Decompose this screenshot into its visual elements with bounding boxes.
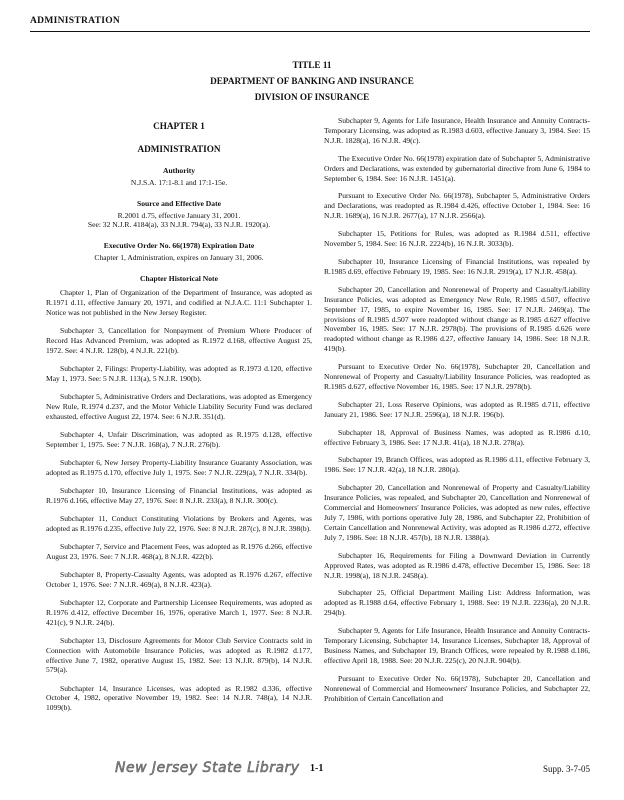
department-name: DEPARTMENT OF BANKING AND INSURANCE (210, 76, 414, 86)
history-paragraph: Subchapter 18, Approval of Business Names, was adopted as R.1986 d.10, effective February 3, 1986. See: 17 N.J.R. 41(a), 18 N.J.R. 278(a). (324, 427, 590, 447)
history-paragraph: Subchapter 15, Petitions for Rules, was adopted as R.1984 d.511, effective November 5, 1984. See: 16 N.J.R. 2224(b), 16 N.J.R. 3033(b). (324, 229, 590, 249)
history-paragraph: Subchapter 9, Agents for Life Insurance, Health Insurance and Annuity Contracts-Temporary Licensing, Subchapter 14, Insurance Licenses, Subchapter 18, Approval of Business Names, and Subchapter 19, Branch Offices, were repealed by R.1988 d.186, effective April 18, 1988. See: 20 N.J.R. 225(c), 20 N.J.R. 904(b). (324, 626, 590, 665)
history-paragraph: Subchapter 6, New Jersey Property-Liability Insurance Guaranty Association, was adopted as R.1975 d.170, effective July 1, 1975. See: 7 N.J.R. 229(a), 7 N.J.R. 334(b). (46, 457, 312, 477)
history-paragraph: Subchapter 20, Cancellation and Nonrenewal of Property and Casualty/Liability Insurance Policies, was adopted as Emergency New Rule, R.1985 d.507, effective September 17, 1985, to expire November 16, 1985. See: 17 N.J.R. 2469(a). The provisions of R.1985 d.507 were readopted without change as R.1985 d.627 effective November 16, 1985. See: 17 N.J.R. 2978(b). The provisions of R.1985 d.626 were readopted without change as R.1986 d.27, effective January 14, 1986. See: 18 N.J.R. 419(b). (324, 284, 590, 354)
history-paragraph: Subchapter 7, Service and Placement Fees, was adopted as R.1976 d.266, effective August 23, 1976. See: 7 N.J.R. 468(a), 8 N.J.R. 422(b). (46, 541, 312, 561)
history-paragraph: Pursuant to Executive Order No. 66(1978), Subchapter 20, Cancellation and Nonrenewal of Commercial and Homeowners' Insurance Policies, and Subchapter 22, Prohibition of Certain Cancellation and (324, 673, 590, 703)
history-heading: Chapter Historical Note (140, 274, 218, 284)
history-paragraph: Subchapter 5, Administrative Orders and Declarations, was adopted as Emergency New Rule, R.1974 d.237, and the Motor Vehicle Liability Security Fund was declared exhausted, effective August 22, 1974. See: 6 N.J.R. 351(d). (46, 391, 312, 421)
history-paragraph: Subchapter 20, Cancellation and Nonrenewal of Property and Casualty/Liability Insurance Policies, was repealed, and Subchapter 20, Cancellation and Nonrenewal of Commercial and Homeowners' Insurance Policies, was adopted as new rules, effective July 7, 1986, with portions operative July 28, 1986, and Subchapter 22, Prohibition of Certain Cancellation and Nonrenewal Activity, was adopted as R.1986 d.272, effective July 7, 1986. See: 18 N.J.R. 457(b), 18 N.J.R. 1388(a). (324, 483, 590, 542)
expiration-text: Chapter 1, Administration, expires on January 31, 2006. (94, 253, 264, 263)
source-line: R.2001 d.75, effective January 31, 2001. (117, 210, 241, 220)
history-paragraph: Subchapter 3, Cancellation for Nonpayment of Premium Where Producer of Record Has Advanced Premium, was adopted as R.1972 d.168, effective August 25, 1972. See: 4 N.J.R. 128(b), 4 N.J.R. 221(b). (46, 325, 312, 355)
history-paragraph: Pursuant to Executive Order No. 66(1978), Subchapter 20, Cancellation and Nonrenewal of Property and Casualty/Liability Insurance Policies, was readopted as R.1985 d.627, effective November 16, 1985. See: 17 N.J.R. 2978(b). (324, 362, 590, 391)
left-column (46, 116, 312, 721)
authority-text: N.J.S.A. 17:1-8.1 and 17:1-15e. (130, 177, 228, 187)
history-paragraph: Subchapter 4, Unfair Discrimination, was adopted as R.1975 d.128, effective September 1, 1975. See: 7 N.J.R. 168(a), 7 N.J.R. 276(b). (46, 429, 312, 449)
left-paragraphs (46, 288, 312, 713)
title-number: TITLE 11 (292, 60, 332, 70)
history-paragraph: Subchapter 10, Insurance Licensing of Financial Institutions, was adopted as R.1976 d.166, effective May 27, 1976. See: 8 N.J.R. 233(a), 8 N.J.R. 300(c). (46, 485, 312, 505)
history-paragraph: Subchapter 16, Requirements for Filing a Downward Deviation in Currently Approved Rates, was adopted as R.1986 d.478, effective December 15, 1986. See: 18 N.J.R. 1998(a), 18 N.J.R. 2458(a). (324, 550, 590, 580)
title-block (0, 60, 624, 108)
library-stamp: New Jersey State Library (115, 760, 300, 776)
source-citations: See: 32 N.J.R. 4184(a), 33 N.J.R. 794(a), 33 N.J.R. 1920(a). (87, 220, 271, 230)
history-paragraph: Subchapter 21, Loss Reserve Opinions, was adopted as R.1985 d.711, effective January 21, 1986. See: 17 N.J.R. 2596(a), 18 N.J.R. 196(b). (324, 399, 590, 419)
history-paragraph: Subchapter 11, Conduct Constituting Violations by Brokers and Agents, was adopted as R.1976 d.235, effective July 22, 1976. See: 8 N.J.R. 287(c), 8 N.J.R. 398(b). (46, 513, 312, 533)
chapter-number: CHAPTER 1 (153, 121, 205, 131)
history-paragraph: Pursuant to Executive Order No. 66(1978), Subchapter 5, Administrative Orders and Declarations, was readopted as R.1984 d.426, effective October 1, 1984. See: 16 N.J.R. 1689(a), 16 N.J.R. 2677(a), 17 N.J.R. 2566(a). (324, 191, 590, 221)
history-paragraph: Subchapter 8, Property-Casualty Agents, was adopted as R.1976 d.267, effective October 1, 1976. See: 7 N.J.R. 469(a), 8 N.J.R. 423(a). (46, 569, 312, 589)
right-column (324, 116, 590, 712)
authority-heading: Authority (162, 165, 196, 175)
history-paragraph: Subchapter 10, Insurance Licensing of Financial Institutions, was repealed by R.1985 d.69, effective February 19, 1985. See: 16 N.J.R. 2919(a), 17 N.J.R. 458(a). (324, 256, 590, 276)
chapter-name: ADMINISTRATION (137, 143, 221, 154)
history-paragraph: Subchapter 25, Official Department Mailing List: Address Information, was adopted as R.1988 d.64, effective February 1, 1988. See: 19 N.J.R. 2236(a), 20 N.J.R. 294(b). (324, 588, 590, 618)
history-paragraph: Subchapter 19, Branch Offices, was adopted as R.1986 d.11, effective February 3, 1986. See: 17 N.J.R. 42(a), 18 N.J.R. 280(a). (324, 455, 590, 475)
right-paragraphs (324, 116, 590, 704)
expiration-heading: Executive Order No. 66(1978) Expiration Date (103, 241, 255, 251)
page-number: 1-1 (310, 763, 324, 774)
division-name: DIVISION OF INSURANCE (254, 92, 370, 102)
history-paragraph: Subchapter 14, Insurance Licenses, was adopted as R.1982 d.336, effective October 4, 1982, operative November 19, 1982. See: 14 N.J.R. 748(a), 14 N.J.R. 1099(b). (46, 683, 312, 713)
running-head: ADMINISTRATION (30, 16, 121, 26)
history-paragraph: Subchapter 12, Corporate and Partnership Licensee Requirements, was adopted as R.1976 d.412, effective December 16, 1976, operative March 1, 1977. See: 8 N.J.R. 421(c), 9 N.J.R. 24(b). (46, 597, 312, 627)
header-rule (30, 31, 590, 32)
history-paragraph: Subchapter 13, Disclosure Agreements for Motor Club Service Contracts sold in Connection with Automobile Insurance Policies, was adopted as R.1982 d.177, effective June 7, 1982, operative August 15, 1982. See: 13 N.J.R. 879(b), 14 N.J.R. 579(a). (46, 635, 312, 675)
history-paragraph: Subchapter 9, Agents for Life Insurance, Health Insurance and Annuity Contracts-Temporary Licensing, was adopted as R.1983 d.603, effective January 3, 1984. See: 15 N.J.R. 1828(a), 16 N.J.R. 49(c). (324, 116, 590, 145)
source-heading: Source and Effective Date (136, 198, 221, 208)
history-paragraph: Chapter 1, Plan of Organization of the Department of Insurance, was adopted as R.1971 d.11, effective January 20, 1971, and codified at N.J.A.C. 11:1 Subchapter 1. Notice was not published in the New Jersey Register. (46, 288, 312, 317)
history-paragraph: The Executive Order No. 66(1978) expiration date of Subchapter 5, Administrative Orders and Declarations, was extended by gubernatorial directive from June 6, 1984 to September 6, 1984. See: 16 N.J.R. 1451(a). (324, 153, 590, 183)
history-paragraph: Subchapter 2, Filings: Property-Liability, was adopted as R.1973 d.120, effective May 1, 1973. See: 5 N.J.R. 113(a), 5 N.J.R. 190(b). (46, 363, 312, 383)
supplement-date: Supp. 3-7-05 (543, 764, 590, 774)
